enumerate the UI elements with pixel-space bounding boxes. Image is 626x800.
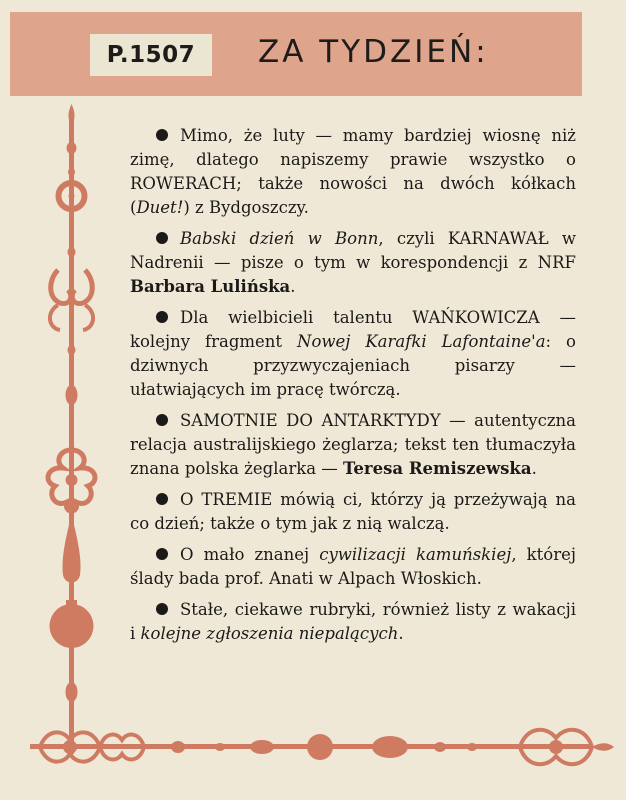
item-text: , której ślady bada prof. Anati w Alpach Włoskich. bbox=[130, 545, 576, 588]
frame-bottom-spindle bbox=[372, 736, 408, 758]
frame-right-finial bbox=[592, 743, 614, 751]
item-text: ) z Bydgoszczy. bbox=[183, 198, 309, 217]
bullet-icon bbox=[156, 493, 168, 505]
frame-disc-bar bbox=[66, 600, 77, 606]
item-bold-author: Teresa Remiszewska bbox=[343, 459, 532, 478]
bullet-icon bbox=[156, 414, 168, 426]
announcement-list bbox=[130, 124, 576, 653]
item-bold-author: Barbara Lulińska bbox=[130, 277, 291, 296]
frame-bottom-knob bbox=[434, 742, 446, 752]
item-italic: Duet! bbox=[136, 198, 184, 217]
list-item bbox=[130, 543, 576, 591]
bullet-icon bbox=[156, 129, 168, 141]
frame-bottom-spindle bbox=[250, 740, 274, 754]
item-text: . bbox=[531, 459, 537, 478]
frame-corner-center bbox=[63, 740, 77, 754]
item-text: O mało znanej bbox=[180, 545, 320, 564]
frame-knob bbox=[67, 142, 77, 154]
item-text: : o dziwnych przyzwyczajeniach pisarzy — ułatwiających im pracę twórczą. bbox=[130, 332, 576, 399]
bullet-icon bbox=[156, 311, 168, 323]
item-text: SAMOTNIE DO ANTARKTYDY — autentyczna relacja australijskiego żeglarza; tekst ten tłumaczyła znana polska żeglarka — bbox=[130, 411, 576, 478]
item-text: , czyli KARNAWAŁ w Nadrenii — pisze o tym w korespondencji z NRF bbox=[130, 229, 576, 272]
frame-bottom-center bbox=[549, 740, 563, 754]
frame-quatrefoil-center bbox=[66, 474, 78, 486]
frame-bottom-knob bbox=[467, 743, 477, 751]
item-italic: kolejne zgłoszenia niepalących bbox=[140, 624, 399, 643]
bullet-icon bbox=[156, 603, 168, 615]
frame-large-disc bbox=[50, 604, 94, 648]
frame-knob bbox=[68, 247, 76, 257]
item-italic: Babski dzień w Bonn bbox=[180, 229, 379, 248]
item-text: . bbox=[398, 624, 404, 643]
frame-ring-center bbox=[69, 193, 75, 199]
frame-knob bbox=[68, 345, 76, 355]
bullet-icon bbox=[156, 232, 168, 244]
list-item bbox=[130, 488, 576, 536]
frame-drop-ornament bbox=[62, 515, 80, 583]
frame-spindle bbox=[66, 385, 78, 405]
item-italic: cywilizacji kamuńskiej bbox=[319, 545, 512, 564]
frame-bottom-disc bbox=[307, 734, 333, 760]
bullet-icon bbox=[156, 548, 168, 560]
item-text: O TREMIE mówią ci, którzy ją przeżywają na co dzień; także o tym jak z nią walczą. bbox=[130, 490, 576, 533]
item-text: Dla wielbicieli talentu WAŃKOWICZA — kolejny fragment bbox=[130, 308, 576, 351]
frame-bottom-knob bbox=[215, 743, 225, 751]
item-italic: Nowej Karafki Lafontaine'a bbox=[297, 332, 546, 351]
frame-bottom-knob bbox=[171, 741, 185, 753]
list-item bbox=[130, 124, 576, 220]
list-item bbox=[130, 227, 576, 299]
item-text: Mimo, że luty — mamy bardziej wiosnę niż zimę, dlatego napiszemy prawie wszystko o ROWERACH; także nowości na dwóch kółkach ( bbox=[130, 126, 576, 217]
list-item bbox=[130, 306, 576, 402]
list-item bbox=[130, 409, 576, 481]
frame-spindle bbox=[66, 682, 78, 702]
frame-vertical-stem bbox=[69, 118, 74, 754]
frame-knob bbox=[68, 168, 75, 176]
item-text: Stałe, ciekawe rubryki, również listy z wakacji i bbox=[130, 600, 576, 643]
item-text: . bbox=[290, 277, 296, 296]
page-title: ZA TYDZIEŃ: bbox=[258, 34, 489, 70]
list-item bbox=[130, 598, 576, 646]
issue-code: P.1507 bbox=[90, 34, 212, 76]
